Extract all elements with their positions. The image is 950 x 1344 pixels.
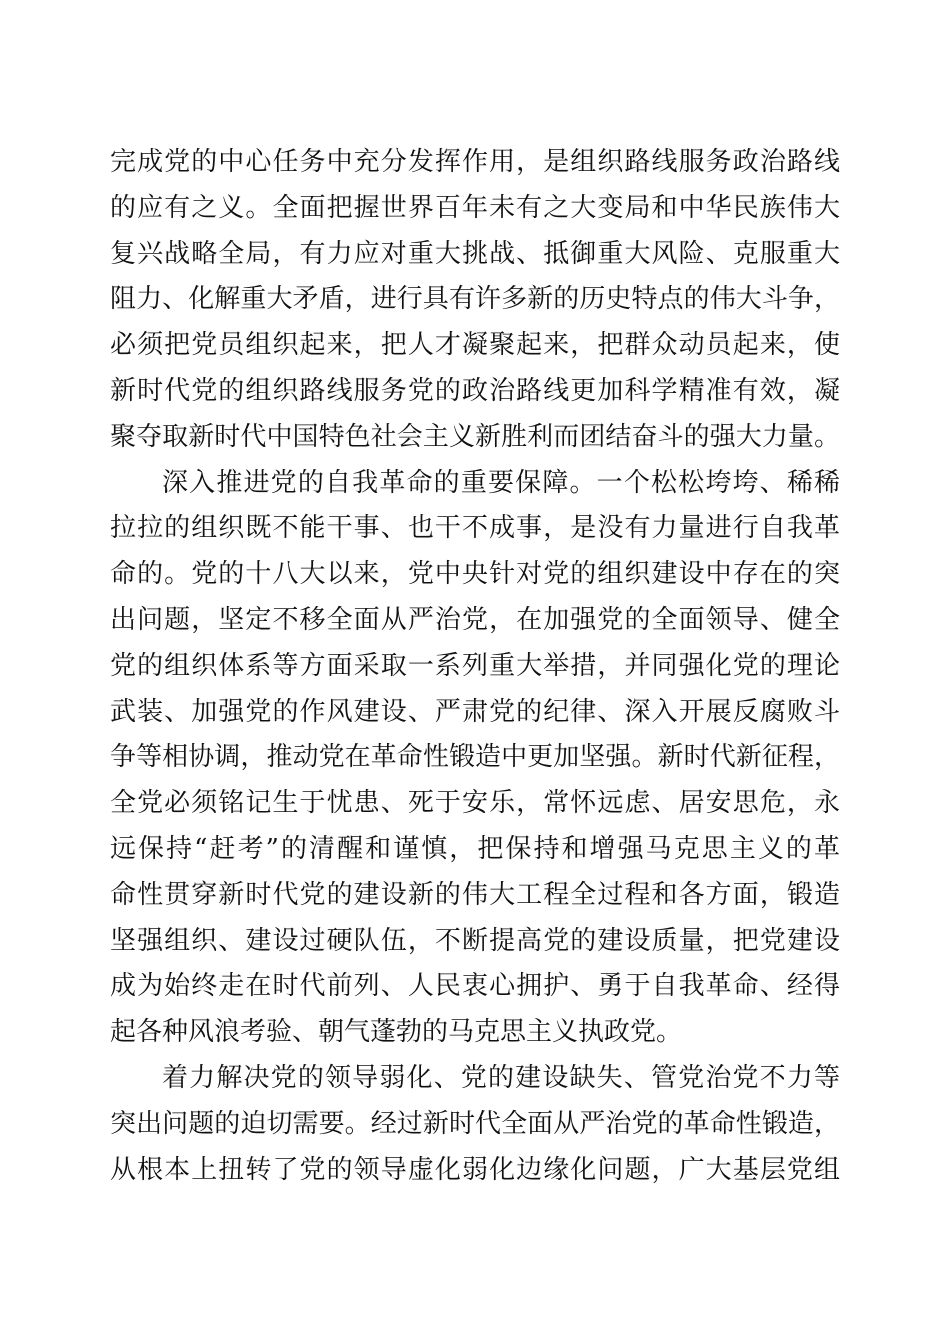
text-line: 着力解决党的领导弱化、党的建设缺失、管党治党不力等	[162, 1062, 840, 1093]
text-line: 党的组织体系等方面采取一系列重大举措，并同强化党的理论	[110, 650, 840, 681]
text-line: 武装、加强党的作风建设、严肃党的纪律、深入开展反腐败斗	[110, 696, 840, 727]
text-line: 命性贯穿新时代党的建设新的伟大工程全过程和各方面，锻造	[110, 879, 840, 910]
text-line: 完成党的中心任务中充分发挥作用，是组织路线服务政治路线	[110, 147, 840, 177]
text-line: 远保持“赶考”的清醒和谨慎，把保持和增强马克思主义的革	[110, 833, 840, 864]
text-line: 成为始终走在时代前列、人民衷心拥护、勇于自我革命、经得	[110, 971, 840, 1002]
text-line: 全党必须铭记生于忧患、死于安乐，常怀远虑、居安思危，永	[110, 788, 840, 819]
text-line: 出问题，坚定不移全面从严治党，在加强党的全面领导、健全	[110, 604, 840, 635]
text-line: 复兴战略全局，有力应对重大挑战、抵御重大风险、克服重大	[110, 238, 840, 269]
text-line: 聚夺取新时代中国特色社会主义新胜利而团结奋斗的强大力量。	[110, 421, 840, 452]
text-line: 突出问题的迫切需要。经过新时代全面从严治党的革命性锻造，	[110, 1108, 840, 1139]
text-line: 争等相协调，推动党在革命性锻造中更加坚强。新时代新征程，	[110, 742, 840, 773]
text-line: 必须把党员组织起来，把人才凝聚起来，把群众动员起来，使	[110, 330, 840, 361]
text-line: 深入推进党的自我革命的重要保障。一个松松垮垮、稀稀	[162, 467, 840, 498]
text-line: 起各种风浪考验、朝气蓬勃的马克思主义执政党。	[110, 1017, 683, 1048]
body-text	[110, 140, 840, 1193]
text-line: 拉拉的组织既不能干事、也干不成事，是没有力量进行自我革	[110, 513, 840, 544]
text-line: 阻力、化解重大矛盾，进行具有许多新的历史特点的伟大斗争，	[110, 284, 840, 315]
text-line: 的应有之义。全面把握世界百年未有之大变局和中华民族伟大	[110, 192, 840, 223]
text-line: 从根本上扭转了党的领导虚化弱化边缘化问题，广大基层党组	[110, 1154, 840, 1185]
text-line: 坚强组织、建设过硬队伍，不断提高党的建设质量，把党建设	[110, 925, 840, 956]
text-line: 新时代党的组织路线服务党的政治路线更加科学精准有效，凝	[110, 375, 840, 406]
text-line: 命的。党的十八大以来，党中央针对党的组织建设中存在的突	[110, 559, 840, 590]
